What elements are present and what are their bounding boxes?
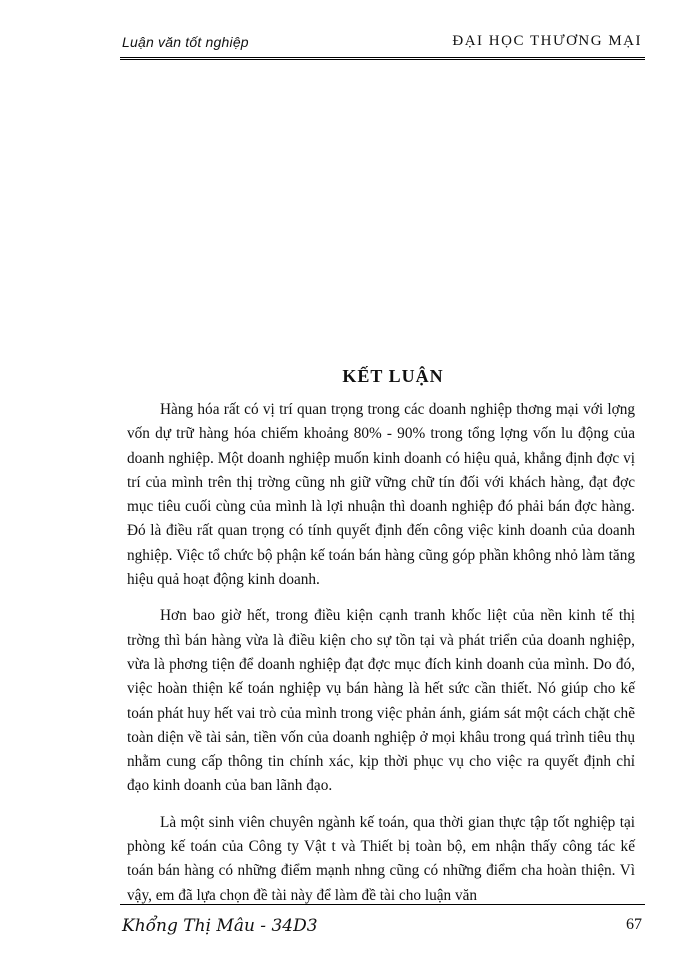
footer-rule <box>120 904 645 905</box>
running-header-right: ĐẠI HỌC THƯƠNG MẠI <box>452 33 642 49</box>
header-rule-secondary <box>120 59 645 60</box>
paragraph-1: Hàng hóa rất có vị trí quan trọng trong các doanh nghiệp thơng mại với lợng vốn dự trữ hàng hóa chiếm khoảng 80% - 90% trong tổng lợng vốn lu động của doanh nghiệp. Một doanh nghiệp muốn kinh doanh có hiệu quả, khẳng định đợc vị trí của mình trên thị trờng cũng nh giữ vững chữ tín đối với khách hàng, đạt đợc mục tiêu cuối cùng của mình là lợi nhuận thì doanh nghiệp đó phải bán đợc hàng. Đó là điều rất quan trọng có tính quyết định đến công việc kinh doanh của doanh nghiệp. Việc tổ chức bộ phận kế toán bán hàng cũng góp phần không nhỏ làm tăng hiệu quả hoạt động kinh doanh. <box>127 401 635 589</box>
running-header-left: Luận văn tốt nghiệp <box>122 34 249 50</box>
body-text <box>127 398 635 920</box>
section-title: KẾT LUẬN <box>342 366 444 386</box>
page-number: 67 <box>626 916 642 933</box>
header-rule <box>120 57 645 58</box>
paragraph-2: Hơn bao giờ hết, trong điều kiện cạnh tranh khốc liệt của nền kinh tế thị trờng thì bán hàng vừa là điều kiện cho sự tồn tại và phát triển của doanh nghiệp, vừa là phơng tiện để doanh nghiệp đạt đợc mục đích kinh doanh của mình. Do đó, việc hoàn thiện kế toán nghiệp vụ bán hàng là hết sức cần thiết. Nó giúp cho kế toán phát huy hết vai trò của mình trong việc phản ánh, giám sát một cách chặt chẽ toàn diện về tài sản, tiền vốn của doanh nghiệp ở mọi khâu trong quá trình tiêu thụ nhằm cung cấp thông tin chính xác, kịp thời phục vụ cho việc ra quyết định chỉ đạo kinh doanh của ban lãnh đạo. <box>127 607 635 795</box>
footer-author: Khổng Thị Mâu - 34D3 <box>122 916 318 936</box>
paragraph-3: Là một sinh viên chuyên ngành kế toán, qua thời gian thực tập tốt nghiệp tại phòng kế toán của Công ty Vật t và Thiết bị toàn bộ, em nhận thấy công tác kế toán bán hàng có những điểm mạnh nhng cũng có những điểm cha hoàn thiện. Vì vậy, em đã lựa chọn đề tài này để làm đề tài cho luận văn <box>127 813 635 904</box>
